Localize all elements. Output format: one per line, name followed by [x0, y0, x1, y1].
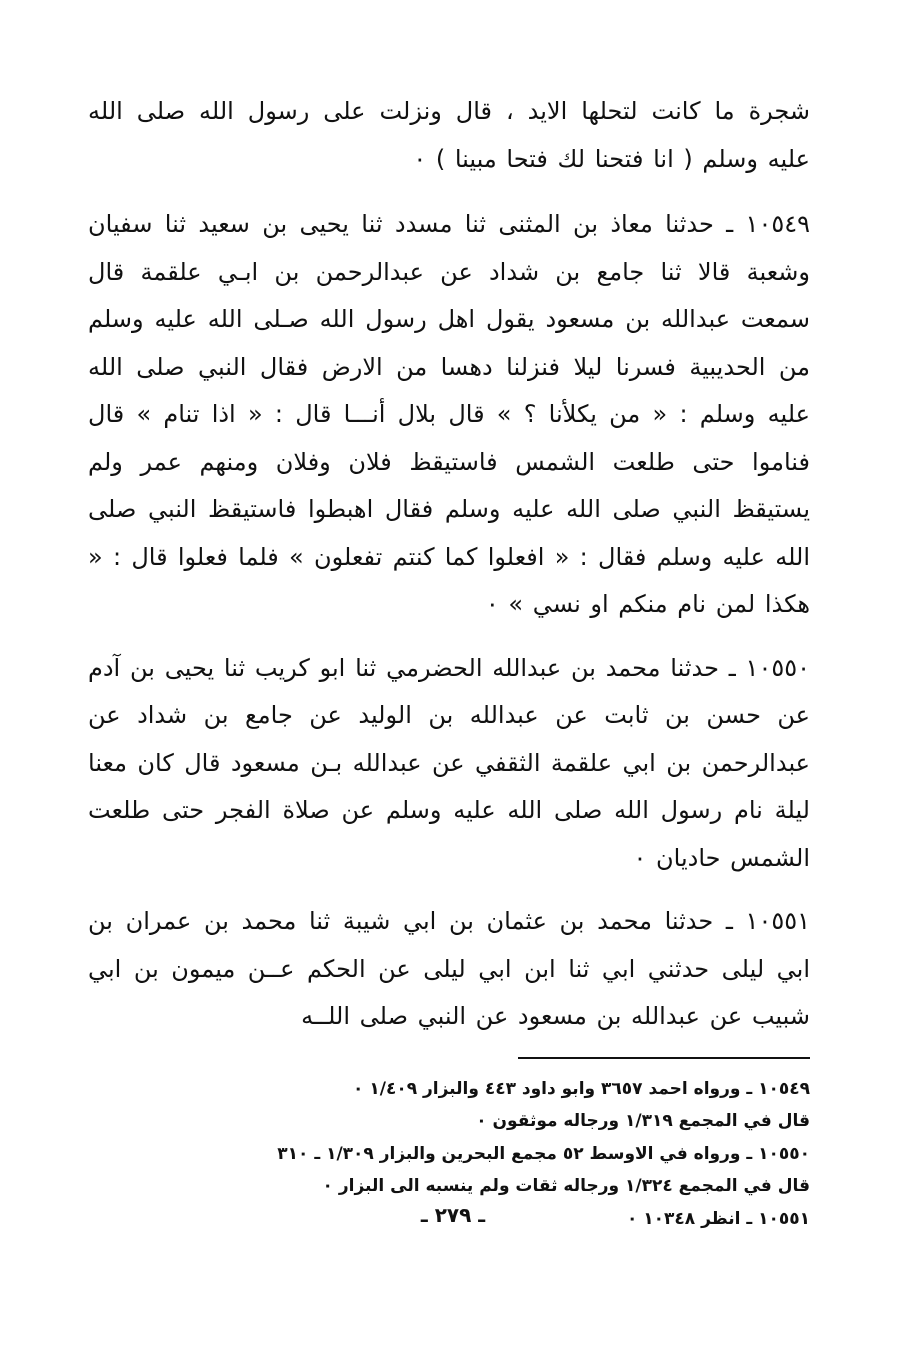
- paragraph-hadith-10550: ١٠٥٥٠ ـ حدثنا محمد بن عبدالله الحضرمي ثنا ابو كريب ثنا يحيى بن آدم عن حسن بن ثابت عن عبدالله بن الوليد عن جامع بن شداد عن عبدالرحمن بن ابي علقمة الثقفي عن عبدالله بـن مسعود قال كان معنا ليلة نام رسول الله صلى الله عليه وسلم عن صلاة الفجر حتى طلعت الشمس حاديان ٠: [88, 653, 810, 872]
- footnote-line: قال في المجمع ١/٣١٩ ورجاله موثقون ٠: [476, 1111, 810, 1131]
- paragraph-hadith-10551: ١٠٥٥١ ـ حدثنا محمد بن عثمان بن ابي شيبة ثنا محمد بن عمران بن ابي ليلى حدثني ابي ثنا ابن ابي ليلى عن الحكم عــن ميمون بن ابي شبيب عن عبدالله بن مسعود عن النبي صلى اللــه: [88, 907, 810, 1030]
- footnote-line: ١٠٥٥١ ـ انظر ١٠٣٤٨ ٠: [626, 1208, 810, 1229]
- paragraph-continuation: شجرة ما كانت لتحلها الايد ، قال ونزلت على رسول الله صلى الله عليه وسلم ( انا فتحنا لك فتحا مبينا ) ٠: [88, 97, 810, 173]
- footnote-line: ١٠٥٤٩ ـ ورواه احمد ٣٦٥٧ وابو داود ٤٤٣ والبزار ١/٤٠٩ ٠: [353, 1078, 810, 1099]
- main-text: [88, 88, 810, 1041]
- footnote-line: قال في المجمع ١/٣٢٤ ورجاله ثقات ولم ينسبه الى البزار ٠: [322, 1176, 810, 1196]
- paragraph-hadith-10549: ١٠٥٤٩ ـ حدثنا معاذ بن المثنى ثنا مسدد ثنا يحيى بن سعيد ثنا سفيان وشعبة قالا ثنا جامع بن شداد عن عبدالرحمن بن ابـي علقمة قال سمعت عبدالله بن مسعود يقول اهل رسول الله صـلى الله عليه وسلم من الحديبية فسرنا ليلا فنزلنا دهسا من الارض فقال النبي صلى الله عليه وسلم : « من يكلأنا ؟ » قال بلال أنـــا قال : « اذا تنام » قال فناموا حتى طلعت الشمس فاستيقظ فلان وفلان ومنهم عمر ولم يستيقظ النبي صلى الله عليه وسلم فقال اهبطوا فاستيقظ النبي صلى الله عليه وسلم فقال : « افعلوا كما كنتم تفعلون » فلما فعلوا قال : « هكذا لمن نام منكم او نسي » ٠: [88, 210, 810, 618]
- footnote-separator: [518, 1057, 810, 1059]
- page-number: ـ ٢٧٩ ـ: [420, 1203, 486, 1227]
- footnote-line: ١٠٥٥٠ ـ ورواه في الاوسط ٥٢ مجمع البحرين والبزار ١/٣٠٩ ـ ٣١٠: [277, 1143, 810, 1164]
